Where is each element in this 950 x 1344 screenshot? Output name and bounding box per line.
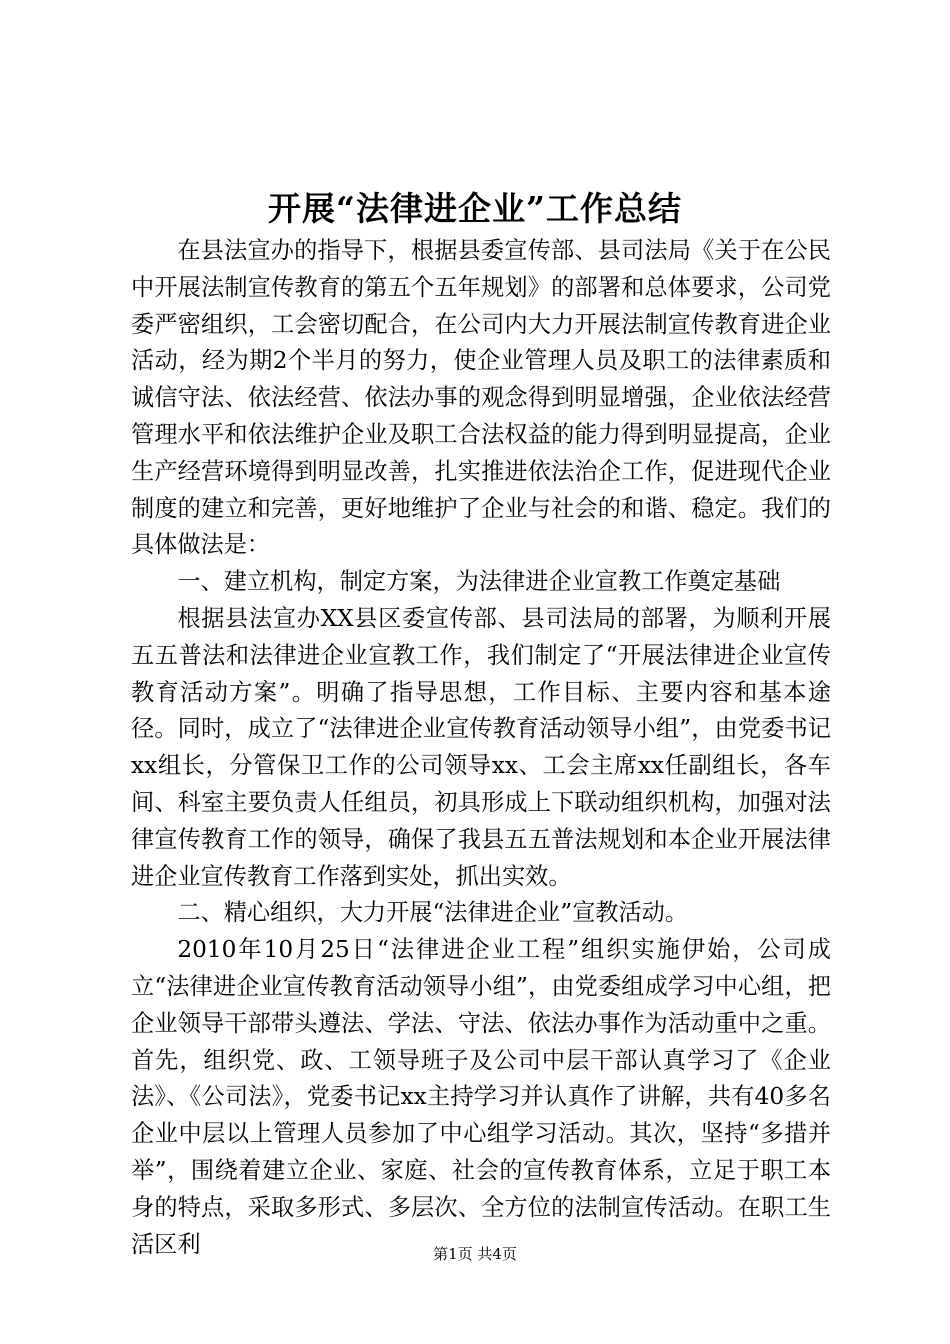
paragraph-section-1: 根据县法宣办XX县区委宣传部、县司法局的部署，为顺利开展五五普法和法律进企业宣教工作，我们制定了“开展法律进企业宣传教育活动方案”。明确了指导思想，工作目标、主要内容和基本途径。同时，成立了“法律进企业宣传教育活动领导小组”，由党委书记xx组长，分管保卫工作的公司领导xx、工会主席xx任副组长，各车间、科室主要负责人任组员，初具形成上下联动组织机构，加强对法律宣传教育工作的领导，确保了我县五五普法规划和本企业开展法律进企业宣传教育工作落到实处，抓出实效。 [131, 604, 831, 890]
document-body [131, 233, 831, 1263]
page-footer: 第1页 共4页 [433, 1245, 517, 1263]
document-title: 开展“法律进企业”工作总结 [268, 189, 682, 228]
section-heading-2: 二、精心组织，大力开展“法律进企业”宣教活动。 [177, 899, 689, 927]
paragraph-section-2: 2010年10月25日“法律进企业工程”组织实施伊始，公司成立“法律进企业宣传教育活动领导小组”，由党委组成学习中心组，把企业领导干部带头遵法、学法、守法、依法办事作为活动重中之重。首先，组织党、政、工领导班子及公司中层干部认真学习了《企业法》、《公司法》，党委书记xx主持学习并认真作了讲解，共有40多名企业中层以上管理人员参加了中心组学习活动。其次，坚持“多措并举”，围绕着建立企业、家庭、社会的宣传教育体系，立足于职工本身的特点，采取多形式、多层次、全方位的法制宣传活动。在职工生活区利 [131, 936, 831, 1258]
paragraph-intro: 在县法宣办的指导下，根据县委宣传部、县司法局《关于在公民中开展法制宣传教育的第五个五年规划》的部署和总体要求，公司党委严密组织，工会密切配合，在公司内大力开展法制宣传教育进企业活动，经为期2个半月的努力，使企业管理人员及职工的法律素质和诚信守法、依法经营、依法办事的观念得到明显增强，企业依法经营管理水平和依法维护企业及职工合法权益的能力得到明显提高，企业生产经营环境得到明显改善，扎实推进依法治企工作，促进现代企业制度的建立和完善，更好地维护了企业与社会的和谐、稳定。我们的具体做法是： [131, 237, 831, 559]
section-heading-1: 一、建立机构，制定方案，为法律进企业宣教工作奠定基础 [177, 568, 781, 596]
